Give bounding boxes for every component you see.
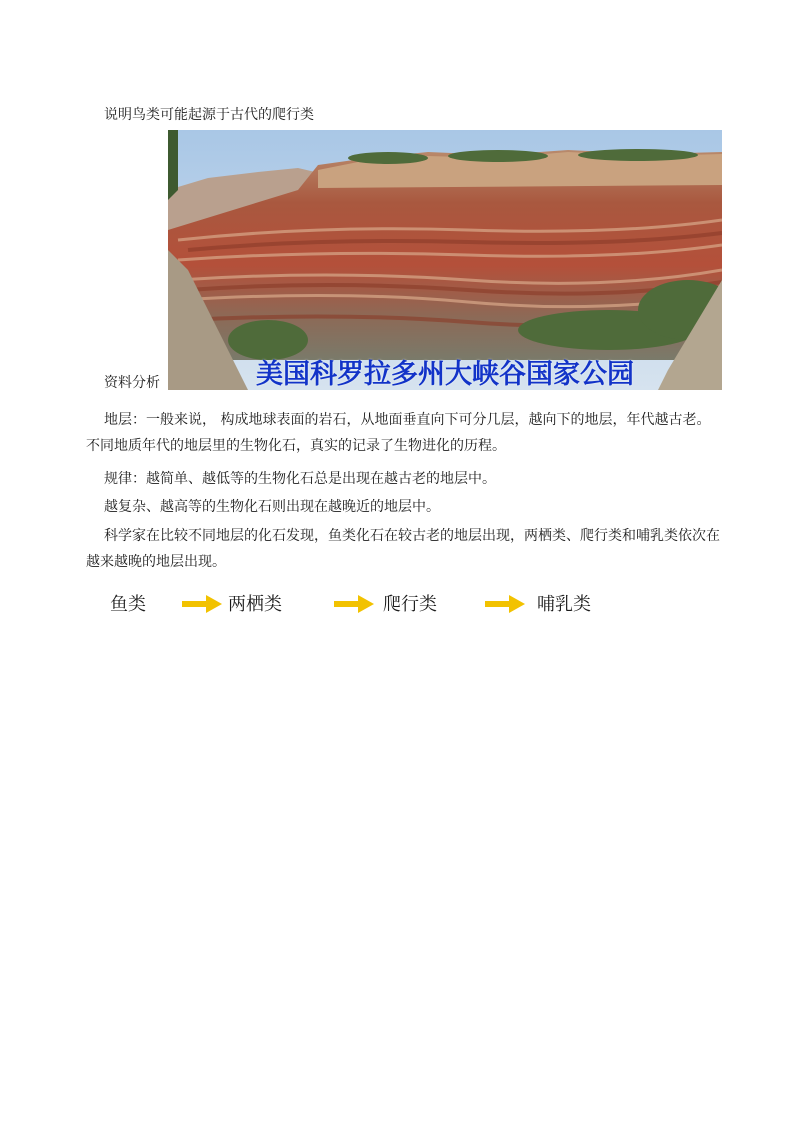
paragraph-fossil-order: 科学家在比较不同地层的化石发现，鱼类化石在较古老的地层出现，两栖类、爬行类和哺乳类依次在越来越晚的地层出现。 [86, 528, 720, 570]
paragraph-rule: 规律：越简单、越低等的生物化石总是出现在越古老的地层中。 [104, 471, 496, 487]
analysis-label: 资料分析 [104, 375, 160, 391]
stage-reptiles: 爬行类 [383, 594, 437, 615]
arrow-icon [182, 595, 222, 613]
paragraph-rule-continued: 越复杂、越高等的生物化石则出现在越晚近的地层中。 [104, 499, 440, 515]
paragraph-strata: 地层：一般来说， 构成地球表面的岩石，从地面垂直向下可分几层，越向下的地层，年代越古老。不同地质年代的地层里的生物化石，真实的记录了生物进化的历程。 [86, 412, 711, 454]
photo-caption: 美国科罗拉多州大峡谷国家公园 [256, 359, 634, 390]
stage-amphibians: 两栖类 [228, 594, 282, 615]
arrow-icon [334, 595, 374, 613]
grand-canyon-photo [168, 130, 722, 390]
stage-mammals: 哺乳类 [537, 594, 591, 615]
arrow-icon [485, 595, 525, 613]
intro-line: 说明鸟类可能起源于古代的爬行类 [104, 107, 314, 123]
stage-fish: 鱼类 [110, 594, 146, 615]
